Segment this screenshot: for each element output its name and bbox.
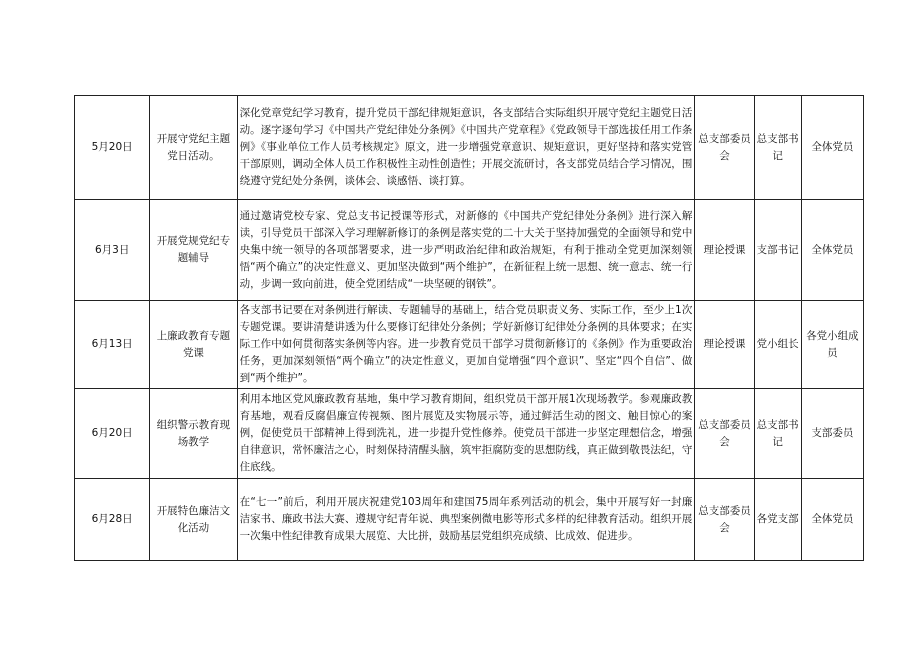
table-row — [75, 96, 864, 200]
date-cell: 6月20日 — [75, 389, 150, 479]
date-cell: 6月3日 — [75, 200, 150, 301]
lead-cell: 总支部书记 — [754, 96, 801, 200]
form-cell: 总支部委员会 — [695, 389, 754, 479]
lead-cell: 支部书记 — [754, 200, 801, 301]
content-cell: 深化党章党纪学习教育，提升党员干部纪律规矩意识，各支部结合实际组织开展守党纪主题党日活动。逐字逐句学习《中国共产党纪律处分条例》《中国共产党章程》《党政领导干部选拔任用工作条例》《事业单位工作人员考核规定》原文，进一步增强党章意识、规矩意识，更好坚持和落实党管干部原则，调动全体人员工作积极性主动性创造性；开展交流研讨，各支部党员结合学习情况，围绕遵守党纪处分条例，谈体会、谈感悟、谈打算。 — [237, 96, 695, 200]
topic-cell: 上廉政教育专题党课 — [150, 301, 237, 389]
form-cell: 总支部委员会 — [695, 96, 754, 200]
table-row — [75, 389, 864, 479]
table-row — [75, 301, 864, 389]
content-cell: 在“七一”前后，利用开展庆祝建党103周年和建国75周年系列活动的机会，集中开展写好一封廉洁家书、廉政书法大赛、遵规守纪青年说、典型案例微电影等形式多样的纪律教育活动。组织开展一次集中性纪律教育成果大展览、大比拼，鼓励基层党组织亮成绩、比成效、促进步。 — [237, 479, 695, 561]
topic-cell: 组织警示教育现场教学 — [150, 389, 237, 479]
lead-cell: 总支部书记 — [754, 389, 801, 479]
lead-cell: 党小组长 — [754, 301, 801, 389]
content-cell: 利用本地区党风廉政教育基地，集中学习教育期间，组织党员干部开展1次现场教学。参观廉政教育基地，观看反腐倡廉宣传视频、图片展览及实物展示等，通过鲜活生动的图文、触目惊心的案例，促使党员干部精神上得到洗礼，进一步提升党性修养。使党员干部进一步坚定理想信念，增强自律意识，常怀廉洁之心，时刻保持清醒头脑，筑牢拒腐防变的思想防线，真正做到敬畏法纪，守住底线。 — [237, 389, 695, 479]
table-row — [75, 479, 864, 561]
topic-cell: 开展党规党纪专题辅导 — [150, 200, 237, 301]
topic-cell: 开展守党纪主题党日活动。 — [150, 96, 237, 200]
participants-cell: 全体党员 — [801, 479, 863, 561]
participants-cell: 支部委员 — [801, 389, 863, 479]
form-cell: 理论授课 — [695, 301, 754, 389]
date-cell: 6月13日 — [75, 301, 150, 389]
activity-plan-table — [74, 95, 864, 561]
participants-cell: 全体党员 — [801, 96, 863, 200]
content-cell: 通过邀请党校专家、党总支书记授课等形式，对新修的《中国共产党纪律处分条例》进行深入解读，引导党员干部深入学习理解新修订的条例是落实党的二十大关于坚持加强党的全面领导和党中央集中统一领导的各项部署要求，进一步严明政治纪律和政治规矩，有利于推动全党更加深刻领悟“两个确立”的决定性意义、更加坚决做到“两个维护”，在新征程上统一思想、统一意志、统一行动，步调一致向前进，使全党团结成“一块坚硬的钢铁”。 — [237, 200, 695, 301]
form-cell: 理论授课 — [695, 200, 754, 301]
participants-cell: 全体党员 — [801, 200, 863, 301]
date-cell: 5月20日 — [75, 96, 150, 200]
date-cell: 6月28日 — [75, 479, 150, 561]
table-row — [75, 200, 864, 301]
topic-cell: 开展特色廉洁文化活动 — [150, 479, 237, 561]
content-cell: 各支部书记要在对条例进行解读、专题辅导的基础上，结合党员职责义务、实际工作，至少上1次专题党课。要讲清楚讲透为什么要修订纪律处分条例；学好新修订纪律处分条例的具体要求；在实际工作中如何贯彻落实条例等内容。进一步教育党员干部学习贯彻新修订的《条例》作为重要政治任务，更加深刻领悟“两个确立”的决定性意义，更加自觉增强“四个意识”、坚定“四个自信”、做到“两个维护”。 — [237, 301, 695, 389]
participants-cell: 各党小组成员 — [801, 301, 863, 389]
lead-cell: 各党支部 — [754, 479, 801, 561]
form-cell: 总支部委员会 — [695, 479, 754, 561]
